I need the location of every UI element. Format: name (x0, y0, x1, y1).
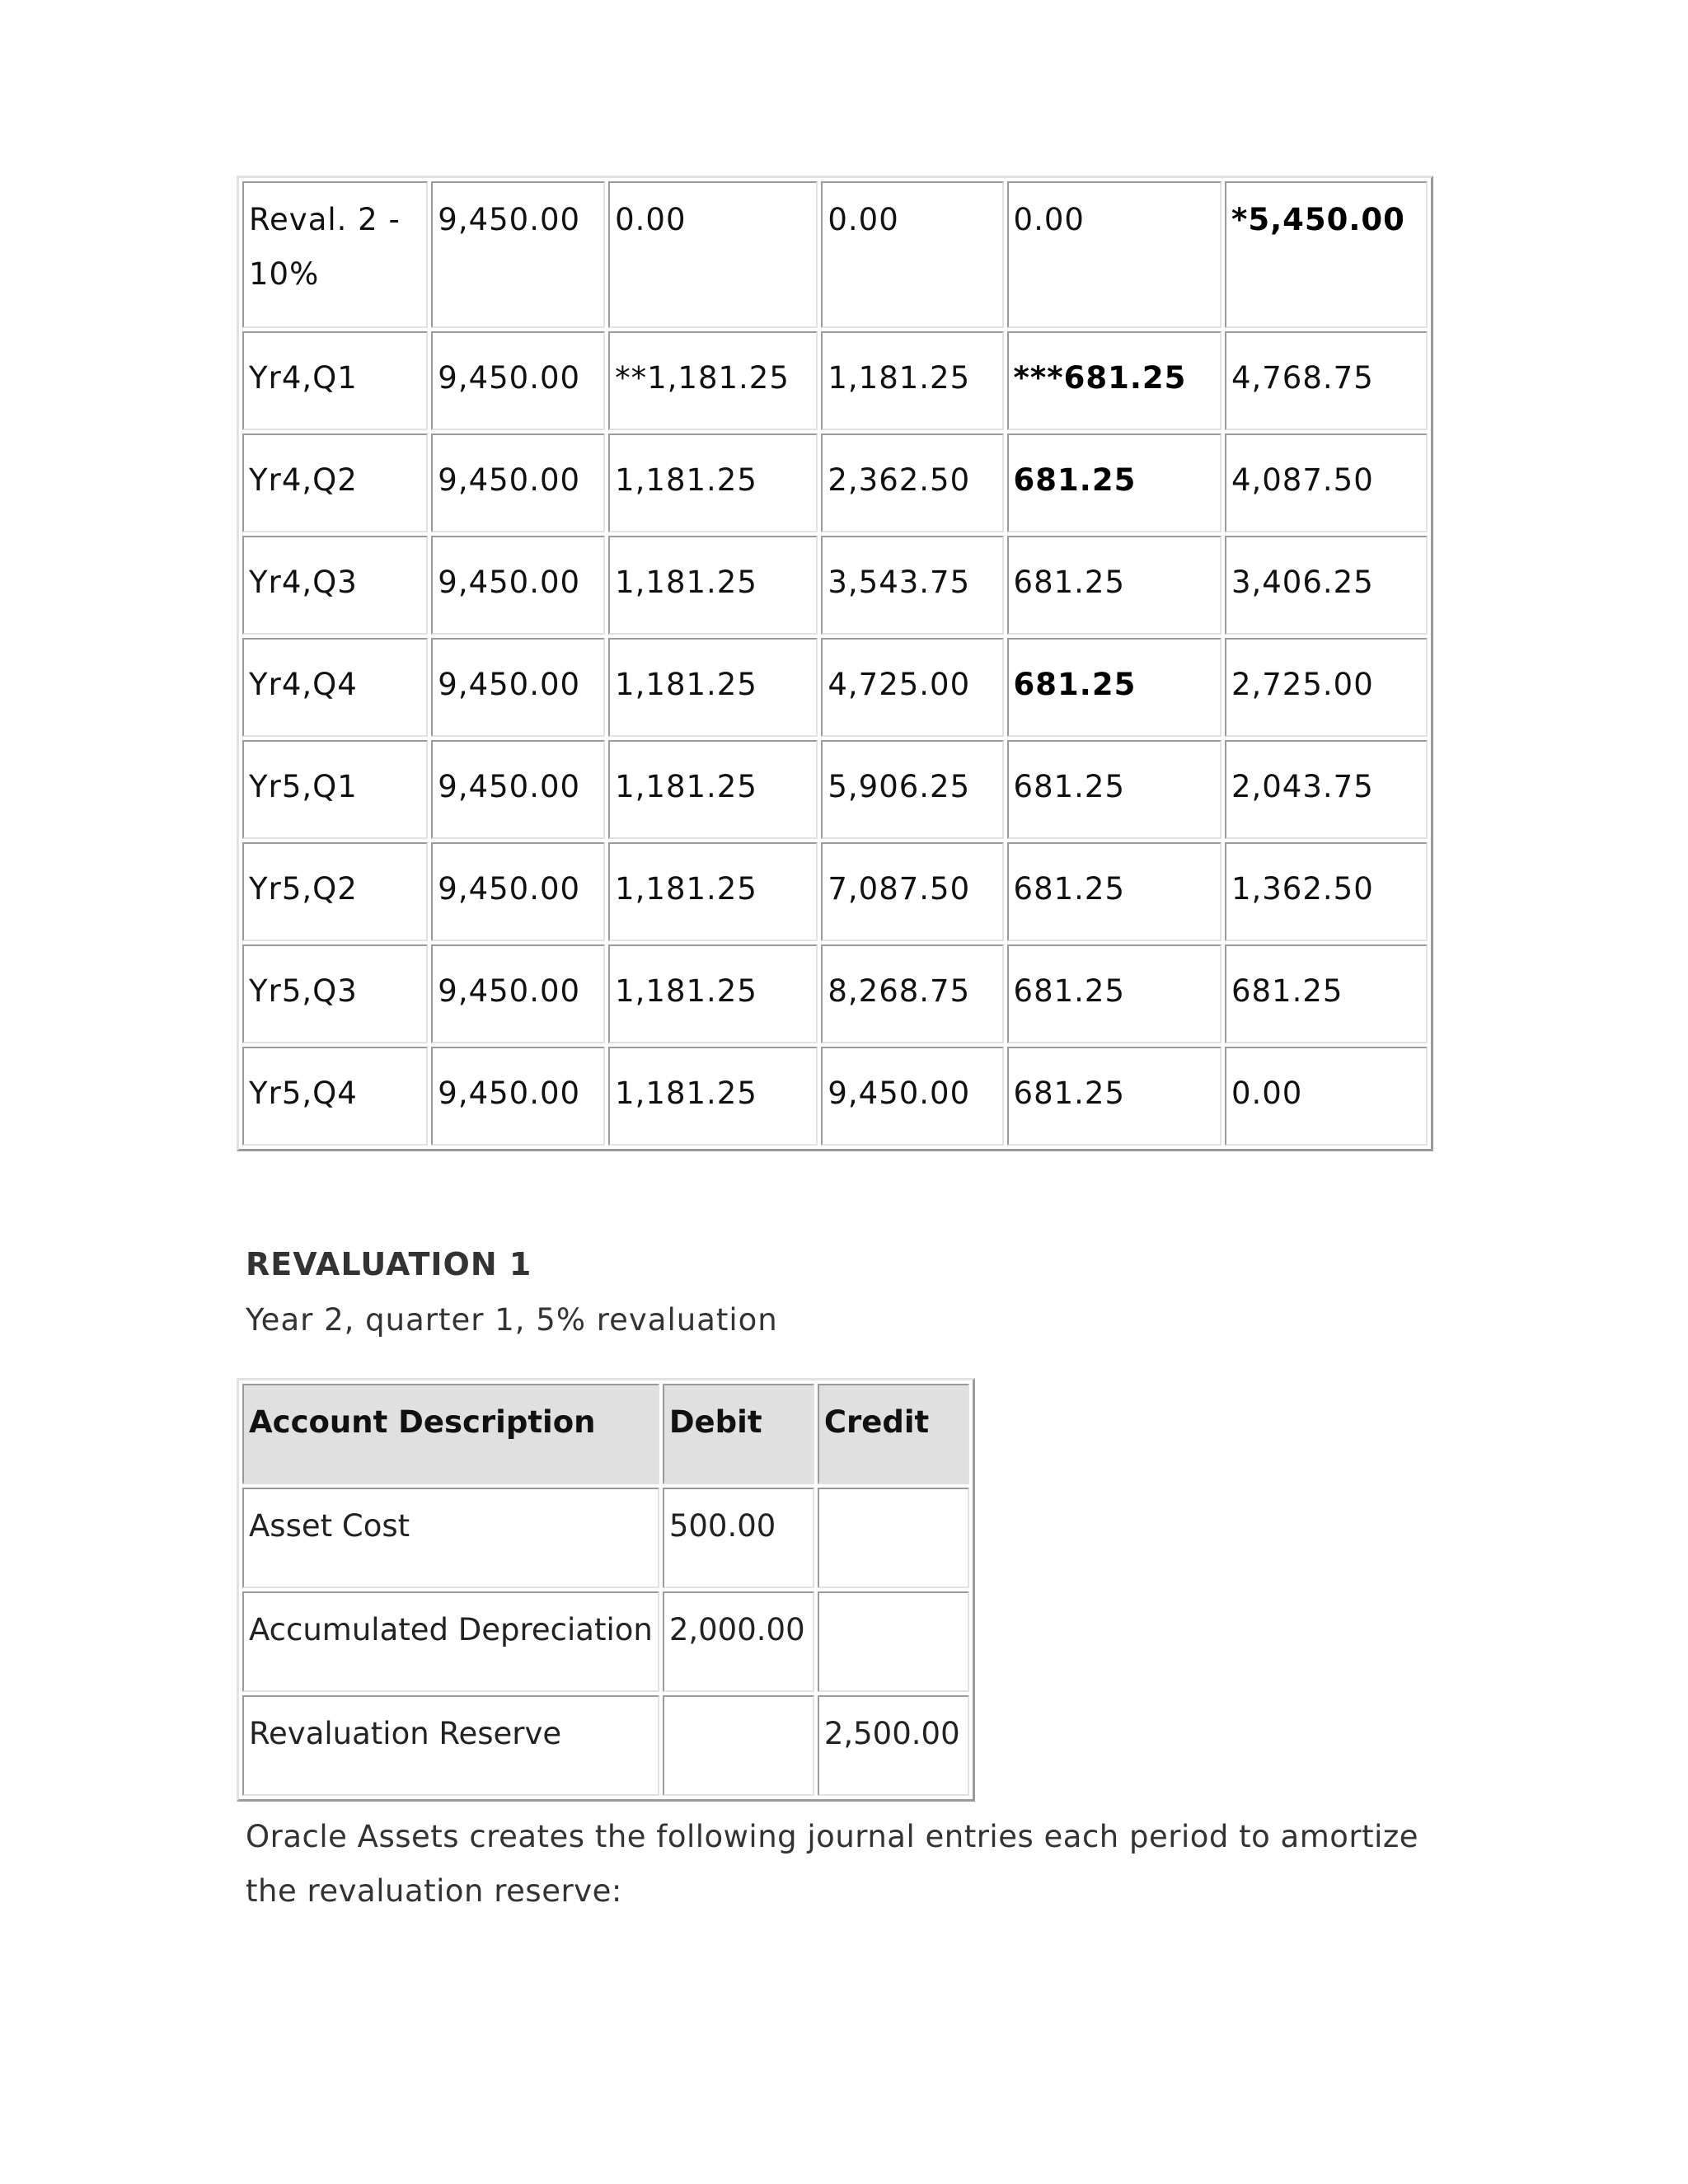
reserve-balance-cell: 681.25 (1225, 944, 1428, 1043)
cost-cell: 9,450.00 (431, 638, 605, 737)
depreciation-cell: 1,181.25 (608, 1047, 818, 1146)
debit-cell (663, 1695, 814, 1796)
table-row (242, 434, 1428, 532)
table-row (242, 1488, 969, 1588)
reserve-amortization-cell: ***681.25 (1007, 331, 1221, 430)
table-row (242, 1591, 969, 1692)
account-cell: Revaluation Reserve (242, 1695, 659, 1796)
depreciation-cell: 1,181.25 (608, 740, 818, 839)
account-cell: Accumulated Depreciation (242, 1591, 659, 1692)
cost-cell: 9,450.00 (431, 944, 605, 1043)
accumulated-depreciation-cell: 8,268.75 (821, 944, 1003, 1043)
journal-entry-table (237, 1378, 975, 1802)
reserve-amortization-cell: 681.25 (1007, 434, 1221, 532)
section-subtitle: Year 2, quarter 1, 5% revaluation (246, 1302, 778, 1338)
accumulated-depreciation-cell: 0.00 (821, 181, 1003, 328)
period-cell: Yr4,Q3 (242, 536, 428, 635)
table-row (242, 944, 1428, 1043)
section-title: REVALUATION 1 (246, 1246, 532, 1282)
account-description-header: Account Description (242, 1384, 659, 1484)
cost-cell: 9,450.00 (431, 740, 605, 839)
table-row (242, 740, 1428, 839)
revaluation-schedule-table (237, 176, 1433, 1151)
period-cell: Yr5,Q3 (242, 944, 428, 1043)
closing-paragraph: Oracle Assets creates the following journal entries each period to amortize the revaluation reserve: (246, 1819, 1419, 1909)
depreciation-cell: 0.00 (608, 181, 818, 328)
accumulated-depreciation-cell: 2,362.50 (821, 434, 1003, 532)
table-row (242, 842, 1428, 941)
accumulated-depreciation-cell: 9,450.00 (821, 1047, 1003, 1146)
cost-cell: 9,450.00 (431, 536, 605, 635)
period-cell: Reval. 2 - 10% (242, 181, 428, 328)
cost-cell: 9,450.00 (431, 181, 605, 328)
reserve-balance-cell: 1,362.50 (1225, 842, 1428, 941)
depreciation-cell: 1,181.25 (608, 842, 818, 941)
reserve-balance-cell: 2,725.00 (1225, 638, 1428, 737)
depreciation-cell: 1,181.25 (608, 536, 818, 635)
reserve-amortization-cell: 0.00 (1007, 181, 1221, 328)
table-row (242, 181, 1428, 328)
period-cell: Yr5,Q1 (242, 740, 428, 839)
credit-header: Credit (818, 1384, 969, 1484)
credit-cell (818, 1591, 969, 1692)
reserve-amortization-cell: 681.25 (1007, 638, 1221, 737)
reserve-amortization-cell: 681.25 (1007, 740, 1221, 839)
debit-cell: 2,000.00 (663, 1591, 814, 1692)
reserve-amortization-cell: 681.25 (1007, 944, 1221, 1043)
reserve-balance-cell: *5,450.00 (1225, 181, 1428, 328)
accumulated-depreciation-cell: 7,087.50 (821, 842, 1003, 941)
debit-cell: 500.00 (663, 1488, 814, 1588)
reserve-amortization-cell: 681.25 (1007, 1047, 1221, 1146)
accumulated-depreciation-cell: 3,543.75 (821, 536, 1003, 635)
cost-cell: 9,450.00 (431, 434, 605, 532)
reserve-balance-cell: 4,087.50 (1225, 434, 1428, 532)
table-row (242, 1695, 969, 1796)
credit-cell: 2,500.00 (818, 1695, 969, 1796)
depreciation-cell: 1,181.25 (608, 434, 818, 532)
cost-cell: 9,450.00 (431, 842, 605, 941)
accumulated-depreciation-cell: 5,906.25 (821, 740, 1003, 839)
depreciation-cell: 1,181.25 (608, 638, 818, 737)
reserve-amortization-cell: 681.25 (1007, 536, 1221, 635)
accumulated-depreciation-cell: 4,725.00 (821, 638, 1003, 737)
depreciation-cell: 1,181.25 (608, 944, 818, 1043)
period-cell: Yr5,Q4 (242, 1047, 428, 1146)
period-cell: Yr4,Q2 (242, 434, 428, 532)
cost-cell: 9,450.00 (431, 331, 605, 430)
reserve-balance-cell: 3,406.25 (1225, 536, 1428, 635)
cost-cell: 9,450.00 (431, 1047, 605, 1146)
period-cell: Yr4,Q4 (242, 638, 428, 737)
depreciation-cell: **1,181.25 (608, 331, 818, 430)
period-cell: Yr5,Q2 (242, 842, 428, 941)
reserve-balance-cell: 4,768.75 (1225, 331, 1428, 430)
table-row (242, 331, 1428, 430)
account-cell: Asset Cost (242, 1488, 659, 1588)
reserve-balance-cell: 2,043.75 (1225, 740, 1428, 839)
accumulated-depreciation-cell: 1,181.25 (821, 331, 1003, 430)
period-cell: Yr4,Q1 (242, 331, 428, 430)
debit-header: Debit (663, 1384, 814, 1484)
table-row (242, 536, 1428, 635)
credit-cell (818, 1488, 969, 1588)
reserve-amortization-cell: 681.25 (1007, 842, 1221, 941)
reserve-balance-cell: 0.00 (1225, 1047, 1428, 1146)
table-row (242, 1047, 1428, 1146)
table-row (242, 638, 1428, 737)
table-header-row (242, 1384, 969, 1484)
